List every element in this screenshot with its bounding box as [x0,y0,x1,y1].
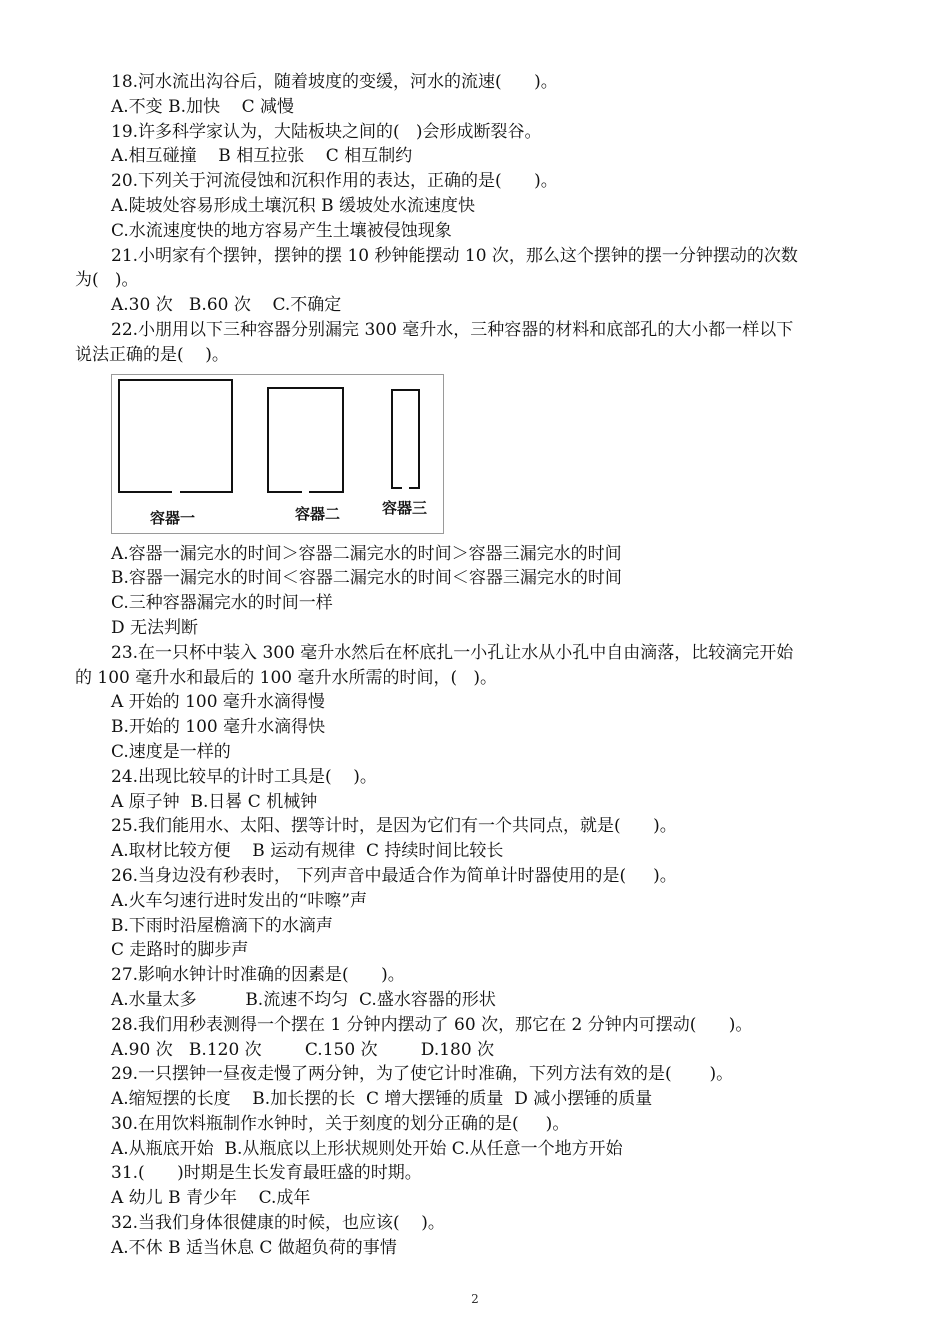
question-24-options: A 原子钟 B.日晷 C 机械钟 [111,791,318,812]
question-26-option-c: C 走路时的脚步声 [111,940,249,961]
question-21-options: A.30 次 B.60 次 C.不确定 [111,295,342,316]
container-two-base-left [267,491,302,493]
question-list [75,70,880,1261]
question-22-continued: 说法正确的是( )。 [75,344,229,365]
container-one-base-right [180,491,233,493]
container-one-label: 容器一 [150,508,196,527]
question-18: 18.河水流出沟谷后，随着坡度的变缓，河水的流速( )。 [111,72,558,92]
question-32: 32.当我们身体很健康的时候，也应该( )。 [111,1213,445,1234]
container-two-label: 容器二 [295,504,341,523]
question-29: 29.一只摆钟一昼夜走慢了两分钟，为了使它计时准确，下列方法有效的是( )。 [111,1064,734,1085]
question-21: 21.小明家有个摆钟，摆钟的摆 10 秒钟能摆动 10 次，那么这个摆钟的摆一分钟摆动的次数 [111,245,798,266]
container-two-shape [267,387,344,493]
question-19-options: A.相互碰撞 B 相互拉张 C 相互制约 [111,146,413,167]
container-one-base-left [118,491,172,493]
question-29-options: A.缩短摆的长度 B.加长摆的长 C 增大摆锤的质量 D 减小摆锤的质量 [111,1089,653,1110]
page-number: 2 [471,1292,479,1306]
question-27-options: A.水量太多 B.流速不均匀 C.盛水容器的形状 [111,989,496,1010]
question-30-options: A.从瓶底开始 B.从瓶底以上形状规则处开始 C.从任意一个地方开始 [111,1138,623,1159]
question-22: 22.小朋用以下三种容器分别漏完 300 毫升水，三种容器的材料和底部孔的大小都一样以下 [111,319,794,340]
container-three-base-left [391,487,402,489]
question-20: 20.下列关于河流侵蚀和沉积作用的表达，正确的是( )。 [111,171,558,192]
question-22-option-a: A.容器一漏完水的时间＞容器二漏完水的时间＞容器三漏完水的时间 [111,543,622,564]
question-26-option-a: A.火车匀速行进时发出的“咔嚓”声 [111,890,368,911]
question-26-option-b: B.下雨时沿屋檐滴下的水滴声 [111,915,333,936]
question-23-option-c: C.速度是一样的 [111,741,231,762]
question-23-option-b: B.开始的 100 毫升水滴得快 [111,717,326,738]
question-20-option-ab: A.陡坡处容易形成土壤沉积 B 缓坡处水流速度快 [111,195,475,216]
question-24: 24.出现比较早的计时工具是( )。 [111,766,377,787]
question-23: 23.在一只杯中装入 300 毫升水然后在杯底扎一小孔让水从小孔中自由滴落，比较滴完开始 [111,642,794,663]
question-19: 19.许多科学家认为，大陆板块之间的( )会形成断裂谷。 [111,121,542,142]
question-25: 25.我们能用水、太阳、摆等计时，是因为它们有一个共同点，就是( )。 [111,816,677,837]
container-two-base-right [309,491,344,493]
question-32-options: A.不休 B 适当休息 C 做超负荷的事情 [111,1237,397,1258]
question-21-continued: 为( )。 [75,270,139,291]
question-20-option-c: C.水流速度快的地方容易产生土壤被侵蚀现象 [111,220,452,241]
question-18-options: A.不变 B.加快 C 减慢 [111,96,295,117]
question-27: 27.影响水钟计时准确的因素是( )。 [111,965,405,986]
container-three-label: 容器三 [382,498,428,517]
container-figure [111,374,444,534]
question-31-options: A 幼儿 B 青少年 C.成年 [111,1188,311,1209]
question-22-option-d: D 无法判断 [111,617,199,638]
question-25-options: A.取材比较方便 B 运动有规律 C 持续时间比较长 [111,841,504,862]
container-one-shape [118,379,233,493]
question-22-option-b: B.容器一漏完水的时间＜容器二漏完水的时间＜容器三漏完水的时间 [111,568,622,589]
question-28: 28.我们用秒表测得一个摆在 1 分钟内摆动了 60 次，那它在 2 分钟内可摆动( )。 [111,1014,753,1035]
question-23-option-a: A 开始的 100 毫升水滴得慢 [111,692,325,713]
question-31: 31.( )时期是生长发育最旺盛的时期。 [111,1163,422,1184]
question-22-option-c: C.三种容器漏完水的时间一样 [111,593,333,614]
question-28-options: A.90 次 B.120 次 C.150 次 D.180 次 [111,1039,495,1060]
container-three-base-right [409,487,420,489]
question-30: 30.在用饮料瓶制作水钟时，关于刻度的划分正确的是( )。 [111,1113,570,1134]
question-26: 26.当身边没有秒表时， 下列声音中最适合作为简单计时器使用的是( )。 [111,865,677,886]
question-23-continued: 的 100 毫升水和最后的 100 毫升水所需的时间，( )。 [75,667,497,688]
container-three-shape [391,389,420,489]
